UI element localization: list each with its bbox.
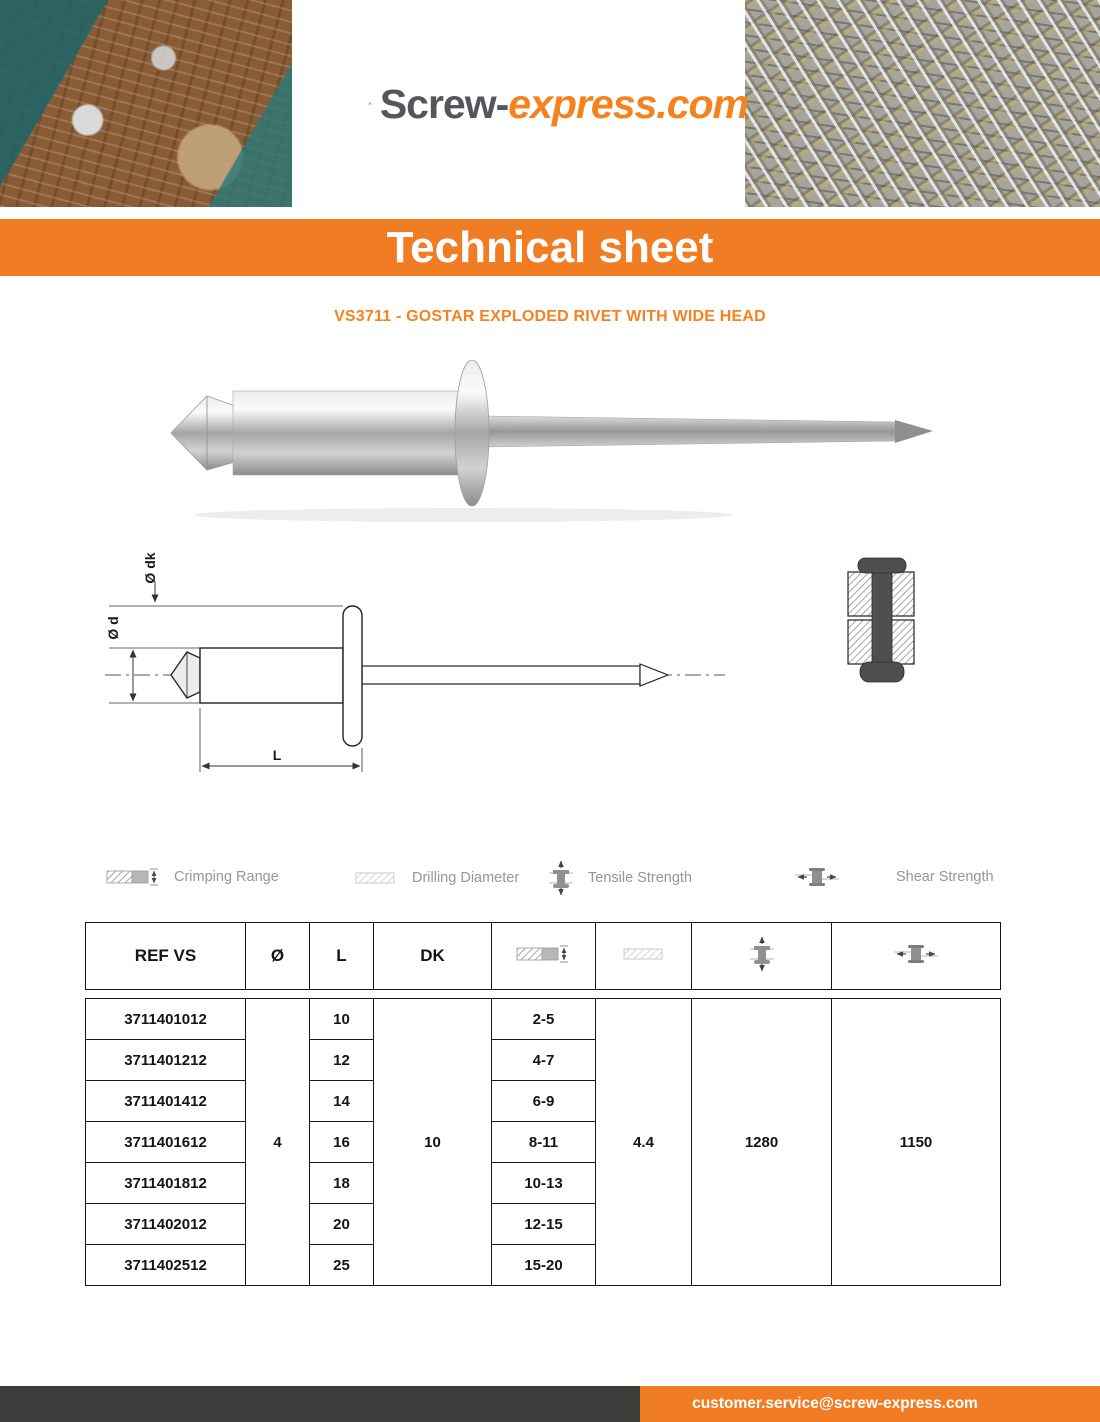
dk-cell: 10 xyxy=(374,999,492,1286)
length-cell: 25 xyxy=(310,1245,374,1286)
brand-logo xyxy=(368,52,748,156)
legend-label-crimping: Crimping Range xyxy=(174,869,279,885)
crimping-cell: 12-15 xyxy=(492,1204,596,1245)
footer-bar xyxy=(0,1386,1100,1422)
brand-name-middle: express xyxy=(508,80,657,127)
technical-sheet-banner xyxy=(0,219,1100,276)
spec-table xyxy=(85,998,1001,1286)
col-header-crimping xyxy=(492,923,596,990)
crimping-range-icon xyxy=(106,866,162,888)
diameter-cell: 4 xyxy=(246,999,310,1286)
footer-accent xyxy=(640,1386,1100,1422)
legend-item-shear xyxy=(793,866,994,888)
dimension-diagram xyxy=(85,538,745,788)
ref-cell: 3711401812 xyxy=(86,1163,246,1204)
col-header-diameter: Ø xyxy=(246,923,310,990)
dim-label-dk: Ø dk xyxy=(142,552,158,584)
ref-cell: 3711401212 xyxy=(86,1040,246,1081)
crimping-cell: 8-11 xyxy=(492,1122,596,1163)
length-cell: 12 xyxy=(310,1040,374,1081)
col-header-ref: REF VS xyxy=(86,923,246,990)
banner-title: Technical sheet xyxy=(386,222,714,272)
table-row xyxy=(86,999,1001,1040)
shear-cell: 1150 xyxy=(832,999,1001,1286)
col-header-drilling xyxy=(596,923,692,990)
tensile-strength-icon xyxy=(546,858,576,898)
shear-strength-icon xyxy=(892,943,940,965)
spec-table-header xyxy=(85,922,1001,990)
legend-item-drilling xyxy=(352,868,519,888)
contact-email: customer.service@screw-express.com xyxy=(692,1395,978,1412)
crimping-cell: 2-5 xyxy=(492,999,596,1040)
legend-label-shear: Shear Strength xyxy=(896,869,994,885)
installed-rivet-section-diagram xyxy=(828,556,940,721)
ref-cell: 3711401412 xyxy=(86,1081,246,1122)
ref-cell: 3711402512 xyxy=(86,1245,246,1286)
col-header-tensile xyxy=(692,923,832,990)
legend-label-drilling: Drilling Diameter xyxy=(412,870,520,886)
shear-strength-icon xyxy=(793,866,841,888)
logo-mark-icon xyxy=(368,69,372,139)
crimping-cell: 6-9 xyxy=(492,1081,596,1122)
drilling-cell: 4.4 xyxy=(596,999,692,1286)
length-cell: 16 xyxy=(310,1122,374,1163)
ref-cell: 3711402012 xyxy=(86,1204,246,1245)
screws-photo xyxy=(745,0,1100,207)
ref-cell: 3711401612 xyxy=(86,1122,246,1163)
crimping-cell: 15-20 xyxy=(492,1245,596,1286)
dim-label-l: L xyxy=(272,747,282,763)
col-header-shear xyxy=(832,923,1001,990)
drilling-diameter-icon xyxy=(352,868,400,888)
brand-name-tld: .com xyxy=(656,80,748,127)
brand-name xyxy=(380,81,748,128)
workbench-photo xyxy=(0,0,292,207)
ref-cell: 3711401012 xyxy=(86,999,246,1040)
length-cell: 10 xyxy=(310,999,374,1040)
legend-item-tensile xyxy=(546,858,692,898)
crimping-cell: 4-7 xyxy=(492,1040,596,1081)
tensile-strength-icon xyxy=(747,934,777,974)
legend-item-crimping xyxy=(106,866,279,888)
drilling-diameter-icon xyxy=(620,944,668,964)
legend-label-tensile: Tensile Strength xyxy=(588,870,692,886)
length-cell: 14 xyxy=(310,1081,374,1122)
crimping-range-icon xyxy=(516,943,572,965)
col-header-dk: DK xyxy=(374,923,492,990)
length-cell: 18 xyxy=(310,1163,374,1204)
brand-name-prefix: Screw- xyxy=(379,80,509,127)
crimping-cell: 10-13 xyxy=(492,1163,596,1204)
length-cell: 20 xyxy=(310,1204,374,1245)
product-title: VS3711 - GOSTAR EXPLODED RIVET WITH WIDE HEAD xyxy=(334,308,766,325)
col-header-length: L xyxy=(310,923,374,990)
dim-label-d: Ø d xyxy=(105,616,121,640)
tensile-cell: 1280 xyxy=(692,999,832,1286)
rivet-product-photo xyxy=(163,360,943,528)
